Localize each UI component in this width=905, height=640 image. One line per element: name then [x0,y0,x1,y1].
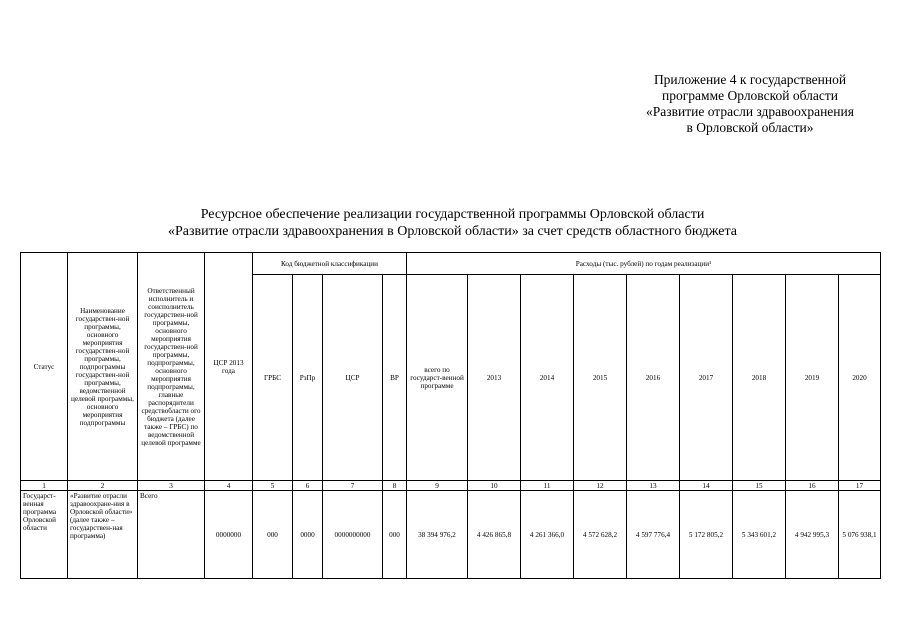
column-number: 15 [733,481,786,491]
row-csr2013: 0000000 [205,491,253,579]
row-year-value: 4 942 995,3 [786,491,839,579]
header-rzpr: РзПр [293,275,323,481]
header-name: Наименование государствен-ной программы, основного мероприятия государствен-ной программы, подпрограммы государствен-ной программы, ведомственной целевой программы, основного мероприятия подпрограммы [68,253,138,481]
header-csr2013: ЦСР 2013 года [205,253,253,481]
column-number: 16 [786,481,839,491]
header-total: всего по государст-венной программе [407,275,468,481]
appendix-line: программе Орловской области [662,88,838,103]
row-year-value: 4 261 366,0 [521,491,574,579]
document-title [0,206,905,240]
table-row [21,491,881,579]
header-year: 2016 [627,275,680,481]
header-year: 2013 [468,275,521,481]
header-csr: ЦСР [323,275,383,481]
appendix-line: Приложение 4 к государственной [653,72,847,87]
column-number: 5 [253,481,293,491]
row-vr: 000 [383,491,407,579]
column-number: 2 [68,481,138,491]
row-year-value: 4 572 628,2 [574,491,627,579]
column-number: 9 [407,481,468,491]
row-status: Государст-венная программа Орловской области [21,491,68,579]
row-rzpr: 0000 [293,491,323,579]
header-responsible: Ответственный исполнитель и соисполнитель государствен-ной программы, основного мероприятия государствен-ной программы, подпрограммы, основного мероприятия подпрограммы, главные распорядители средствобласти ого бюджета (далее также – ГРБС) по ведомственной целевой программе [138,253,205,481]
appendix-heading [600,72,900,136]
header-vr: ВР [383,275,407,481]
row-responsible: Всего [138,491,205,579]
header-expenses: Расходы (тыс. рублей) по годам реализации¹ [407,253,881,275]
row-year-value: 5 343 601,2 [733,491,786,579]
column-number: 10 [468,481,521,491]
header-year: 2017 [680,275,733,481]
column-number: 17 [839,481,881,491]
row-year-value: 4 426 865,8 [468,491,521,579]
column-number: 4 [205,481,253,491]
appendix-line: в Орловской области» [686,120,814,135]
row-grbs: 000 [253,491,293,579]
row-csr: 0000000000 [323,491,383,579]
column-number: 7 [323,481,383,491]
column-number-row [21,481,881,491]
column-number: 8 [383,481,407,491]
row-year-value: 5 172 805,2 [680,491,733,579]
resource-table [20,252,881,579]
header-year: 2020 [839,275,881,481]
header-grbs: ГРБС [253,275,293,481]
row-total: 38 394 976,2 [407,491,468,579]
header-year: 2019 [786,275,839,481]
title-line: Ресурсное обеспечение реализации государственной программы Орловской области [200,207,705,222]
header-year: 2018 [733,275,786,481]
column-number: 13 [627,481,680,491]
row-name: «Развитие отрасли здравоохране-ния в Орловской области» (далее также – государствен-ная программа) [68,491,138,579]
row-year-value: 4 597 776,4 [627,491,680,579]
column-number: 1 [21,481,68,491]
header-year: 2014 [521,275,574,481]
header-year: 2015 [574,275,627,481]
title-line: «Развитие отрасли здравоохранения в Орловской области» за счет средств областного бюджета [168,224,737,239]
header-status: Статус [21,253,68,481]
column-number: 12 [574,481,627,491]
column-number: 6 [293,481,323,491]
column-number: 3 [138,481,205,491]
column-number: 14 [680,481,733,491]
column-number: 11 [521,481,574,491]
row-year-value: 5 076 938,1 [839,491,881,579]
appendix-line: «Развитие отрасли здравоохранения [646,104,854,119]
header-budget-code: Код бюджетной классификации [253,253,407,275]
